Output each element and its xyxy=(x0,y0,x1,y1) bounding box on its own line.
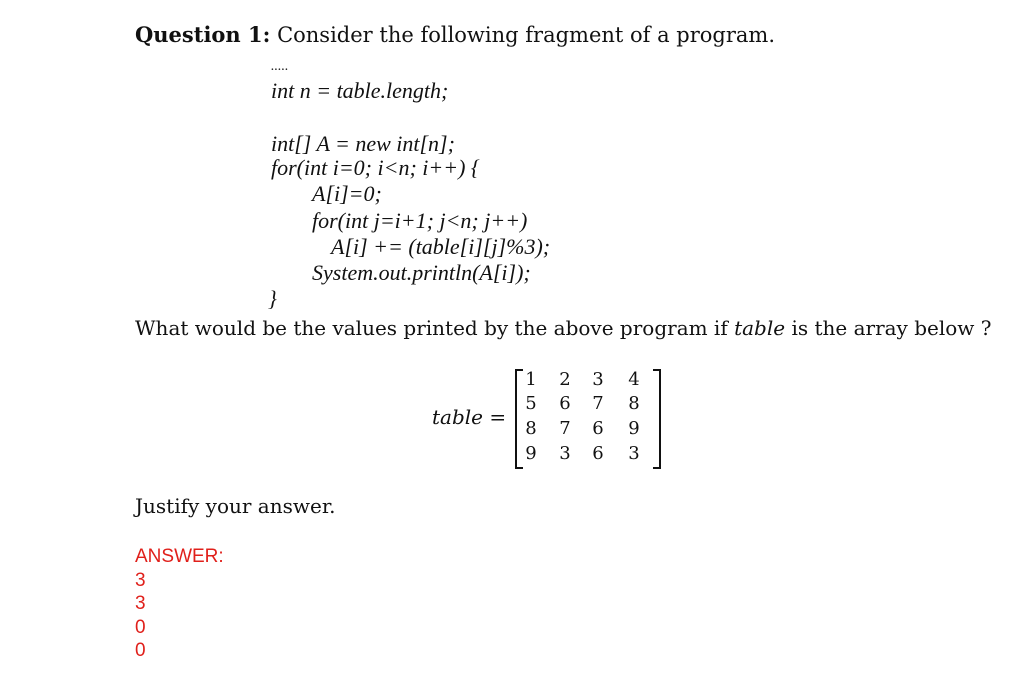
table-matrix xyxy=(515,368,661,467)
code-line: } xyxy=(268,286,277,311)
answer-value: 0 xyxy=(135,616,146,638)
matrix-cell: 1 xyxy=(525,369,537,390)
answer-label: ANSWER: xyxy=(135,546,224,567)
matrix-cell: 3 xyxy=(628,443,640,464)
justify-instruction: Justify your answer. xyxy=(135,494,336,518)
matrix-label xyxy=(432,405,506,429)
matrix-cell: 4 xyxy=(628,369,640,390)
code-line: for(int i=0; i<n; i++) { xyxy=(271,155,480,180)
prompt-before: What would be the values printed by the above program if xyxy=(135,316,735,340)
answer-value: 3 xyxy=(135,593,146,614)
answer-block xyxy=(135,545,224,663)
matrix-cell: 9 xyxy=(628,418,640,439)
matrix-cell: 7 xyxy=(559,418,571,439)
code-line: A[i] += (table[i][j]%3); xyxy=(331,234,551,259)
answer-value: 3 xyxy=(135,569,146,591)
code-line: for(int j=i+1; j<n; j++) xyxy=(312,208,528,233)
question-heading xyxy=(135,22,775,47)
matrix-cell: 6 xyxy=(592,418,604,439)
matrix-cell: 3 xyxy=(559,443,571,464)
code-line: A[i]=0; xyxy=(312,181,382,206)
matrix-cell: 8 xyxy=(628,393,640,414)
matrix-equals: = xyxy=(483,405,507,429)
matrix-cell: 2 xyxy=(559,369,571,390)
code-line: System.out.println(A[i]); xyxy=(312,260,531,285)
matrix-variable: table xyxy=(432,405,483,429)
code-line: int[] A = new int[n]; xyxy=(271,131,455,156)
question-label: Question 1: xyxy=(135,22,271,47)
matrix-right-bracket xyxy=(653,369,661,469)
prompt-emphasis: table xyxy=(734,316,786,340)
matrix-cell: 6 xyxy=(559,393,571,414)
matrix-cell: 9 xyxy=(525,443,537,464)
matrix-cell: 5 xyxy=(525,393,537,414)
prompt-after: is the array below ? xyxy=(785,316,992,340)
prompt-text xyxy=(135,316,991,340)
matrix-cell: 6 xyxy=(592,443,604,464)
code-line: int n = table.length; xyxy=(271,78,449,103)
answer-value: 0 xyxy=(135,640,146,661)
matrix-cell: 3 xyxy=(592,369,604,390)
question-text: Consider the following fragment of a program. xyxy=(277,23,776,47)
matrix-cell: 7 xyxy=(592,393,604,414)
code-ellipsis: ..... xyxy=(271,59,289,74)
matrix-cell: 8 xyxy=(525,418,537,439)
